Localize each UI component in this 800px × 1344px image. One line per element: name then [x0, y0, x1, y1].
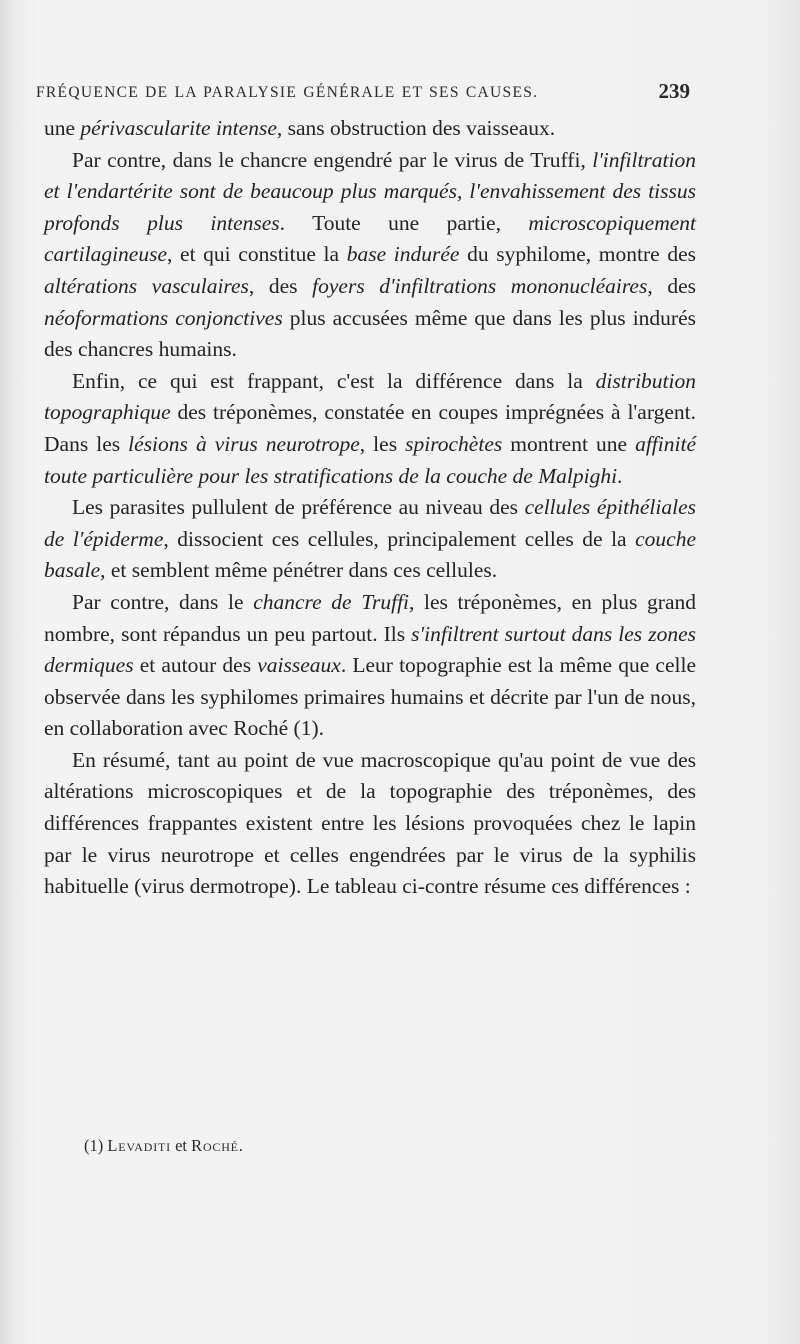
italic-text: base indurée [346, 242, 460, 267]
text-run: montrent une [502, 431, 636, 456]
paragraph [44, 587, 696, 745]
paragraph [44, 745, 696, 903]
text-run: . Toute une partie, [279, 210, 529, 235]
paragraph [44, 113, 696, 145]
text-run: , des [647, 273, 696, 298]
footnote-author-1: Levaditi [107, 1136, 171, 1155]
footnote-author-2: Roché. [191, 1136, 244, 1155]
italic-text: microscopiquement cartilagineuse [44, 210, 696, 267]
italic-text: s'infiltrent surtout dans les zones dermiques [44, 621, 696, 678]
italic-text: l'infiltration et l'endartérite sont de beaucoup plus marqués, l'envahissement des tissus profonds plus intenses [44, 147, 696, 235]
text-run: En résumé, tant au point de vue macroscopique qu'au point de vue des altérations microscopiques et de la topographie des tréponèmes, des différences frappantes existent entre les lésions provoquées chez le lapin par le virus neurotrope et celles engendrées par le virus de la syphilis habituelle (virus dermotrope). Le tableau ci-contre résume ces différences : [44, 747, 696, 899]
italic-text: affinité toute particulière pour les stratifications de la couche de Malpighi [44, 431, 696, 488]
footnote [84, 1136, 244, 1156]
paragraph [44, 492, 696, 587]
text-run: des tréponèmes, constatée en coupes imprégnées à l'argent. Dans les [44, 400, 696, 456]
footnote-marker: (1) [84, 1136, 104, 1155]
text-run: . Leur topographie est la même que celle observée dans les syphilomes primaires humains et décrite par l'un de nous, en collaboration avec Roché (1). [44, 653, 696, 741]
text-run: , des [248, 273, 313, 298]
paragraph [44, 145, 696, 366]
text-run: , et semblent même pénétrer dans ces cellules. [100, 558, 498, 583]
text-run: et autour des [133, 653, 258, 678]
text-run: , sans obstruction des vaisseaux. [276, 116, 556, 140]
text-run: , dissocient ces cellules, principalement celles de la [163, 526, 636, 551]
text-run: . [617, 463, 623, 488]
page-number: 239 [658, 79, 690, 103]
page-header [36, 76, 690, 112]
text-run: Enfin, ce qui est frappant, c'est la différence dans la [72, 368, 596, 393]
italic-text: spirochètes [405, 431, 503, 456]
text-run: une [44, 116, 81, 140]
italic-text: distribution topographique [44, 368, 696, 425]
body-text [44, 113, 696, 903]
italic-text: altérations vasculaires [44, 273, 249, 298]
text-run: Par contre, dans le chancre engendré par le virus de Truffi, [72, 147, 593, 172]
text-run: , les tréponèmes, en plus grand nombre, sont répandus un peu partout. Ils [44, 589, 696, 646]
italic-text: chancre de Truffi [253, 589, 410, 614]
italic-text: cellules épithéliales de l'épiderme [44, 495, 696, 551]
text-run: du syphilome, montre des [459, 242, 696, 267]
text-run: Les parasites pullulent de préférence au niveau des [72, 495, 525, 520]
running-title: FRÉQUENCE DE LA PARALYSIE GÉNÉRALE ET SES CAUSES. [36, 84, 539, 101]
text-run: plus accusées même que dans les plus indurés des chancres humains. [44, 305, 696, 362]
italic-text: foyers d'infiltrations mononucléaires [312, 273, 648, 298]
italic-text: vaisseaux [257, 653, 341, 678]
italic-text: lésions à virus neurotrope [128, 431, 360, 456]
italic-text: périvascularite intense [80, 116, 277, 140]
italic-text: néoformations conjonctives [44, 305, 283, 330]
text-run: Par contre, dans le [72, 589, 254, 614]
italic-text: couche basale [44, 526, 697, 583]
text-run: , et qui constitue la [167, 242, 347, 267]
paragraph [44, 366, 696, 492]
footnote-joiner: et [175, 1136, 188, 1155]
text-run: , les [359, 431, 406, 456]
